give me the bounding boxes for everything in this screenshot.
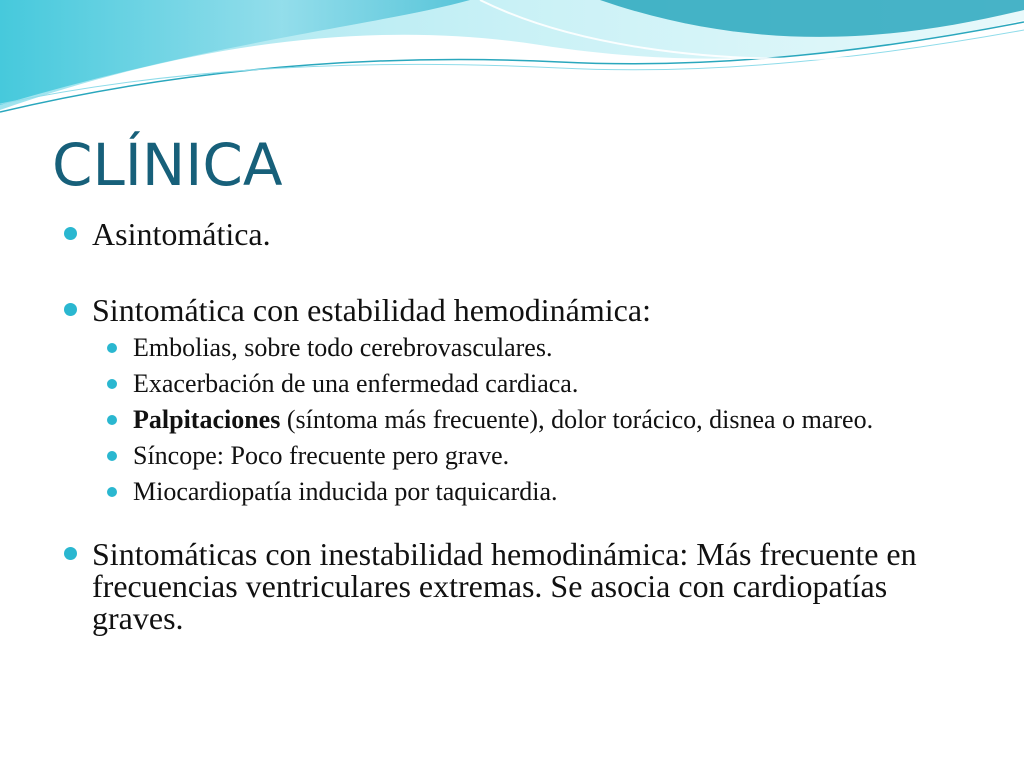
sub-bullet-item	[92, 369, 954, 398]
bullet-item	[0, 218, 1024, 250]
bullet-text: Sintomáticas con inestabilidad hemodinámica: Más frecuente en frecuencias ventriculares extremas. Se asocia con cardiopatías graves.	[92, 536, 917, 636]
bullet-text: Sintomática con estabilidad hemodinámica:	[92, 292, 651, 328]
sub-bullet-text: Exacerbación de una enfermedad cardiaca.	[133, 369, 579, 398]
bullet-dot-icon	[107, 343, 117, 353]
bullet-dot-icon	[64, 227, 77, 240]
bullet-dot-icon	[107, 451, 117, 461]
bullet-list	[0, 218, 1024, 634]
sub-bullet-list	[92, 333, 954, 506]
sub-bullet-text: (síntoma más frecuente), dolor torácico, disnea o mareo.	[280, 405, 874, 434]
bullet-text: Asintomática.	[92, 216, 271, 252]
sub-bullet-bold-text: Palpitaciones	[133, 405, 281, 434]
bullet-dot-icon	[64, 547, 77, 560]
sub-bullet-text: Embolias, sobre todo cerebrovasculares.	[133, 333, 553, 362]
slide-title: CLÍNICA	[52, 131, 283, 199]
header-wave-decoration	[0, 0, 1024, 130]
bullet-item	[0, 538, 1024, 634]
sub-bullet-text: Miocardiopatía inducida por taquicardia.	[133, 477, 558, 506]
bullet-dot-icon	[107, 415, 117, 425]
slide-body	[0, 218, 1024, 634]
bullet-dot-icon	[107, 487, 117, 497]
sub-bullet-item	[92, 333, 954, 362]
sub-bullet-item	[92, 441, 954, 470]
sub-bullet-item	[92, 405, 954, 434]
bullet-item	[0, 294, 1024, 506]
sub-bullet-text: Síncope: Poco frecuente pero grave.	[133, 441, 510, 470]
sub-bullet-item	[92, 477, 954, 506]
bullet-dot-icon	[107, 379, 117, 389]
bullet-dot-icon	[64, 303, 77, 316]
